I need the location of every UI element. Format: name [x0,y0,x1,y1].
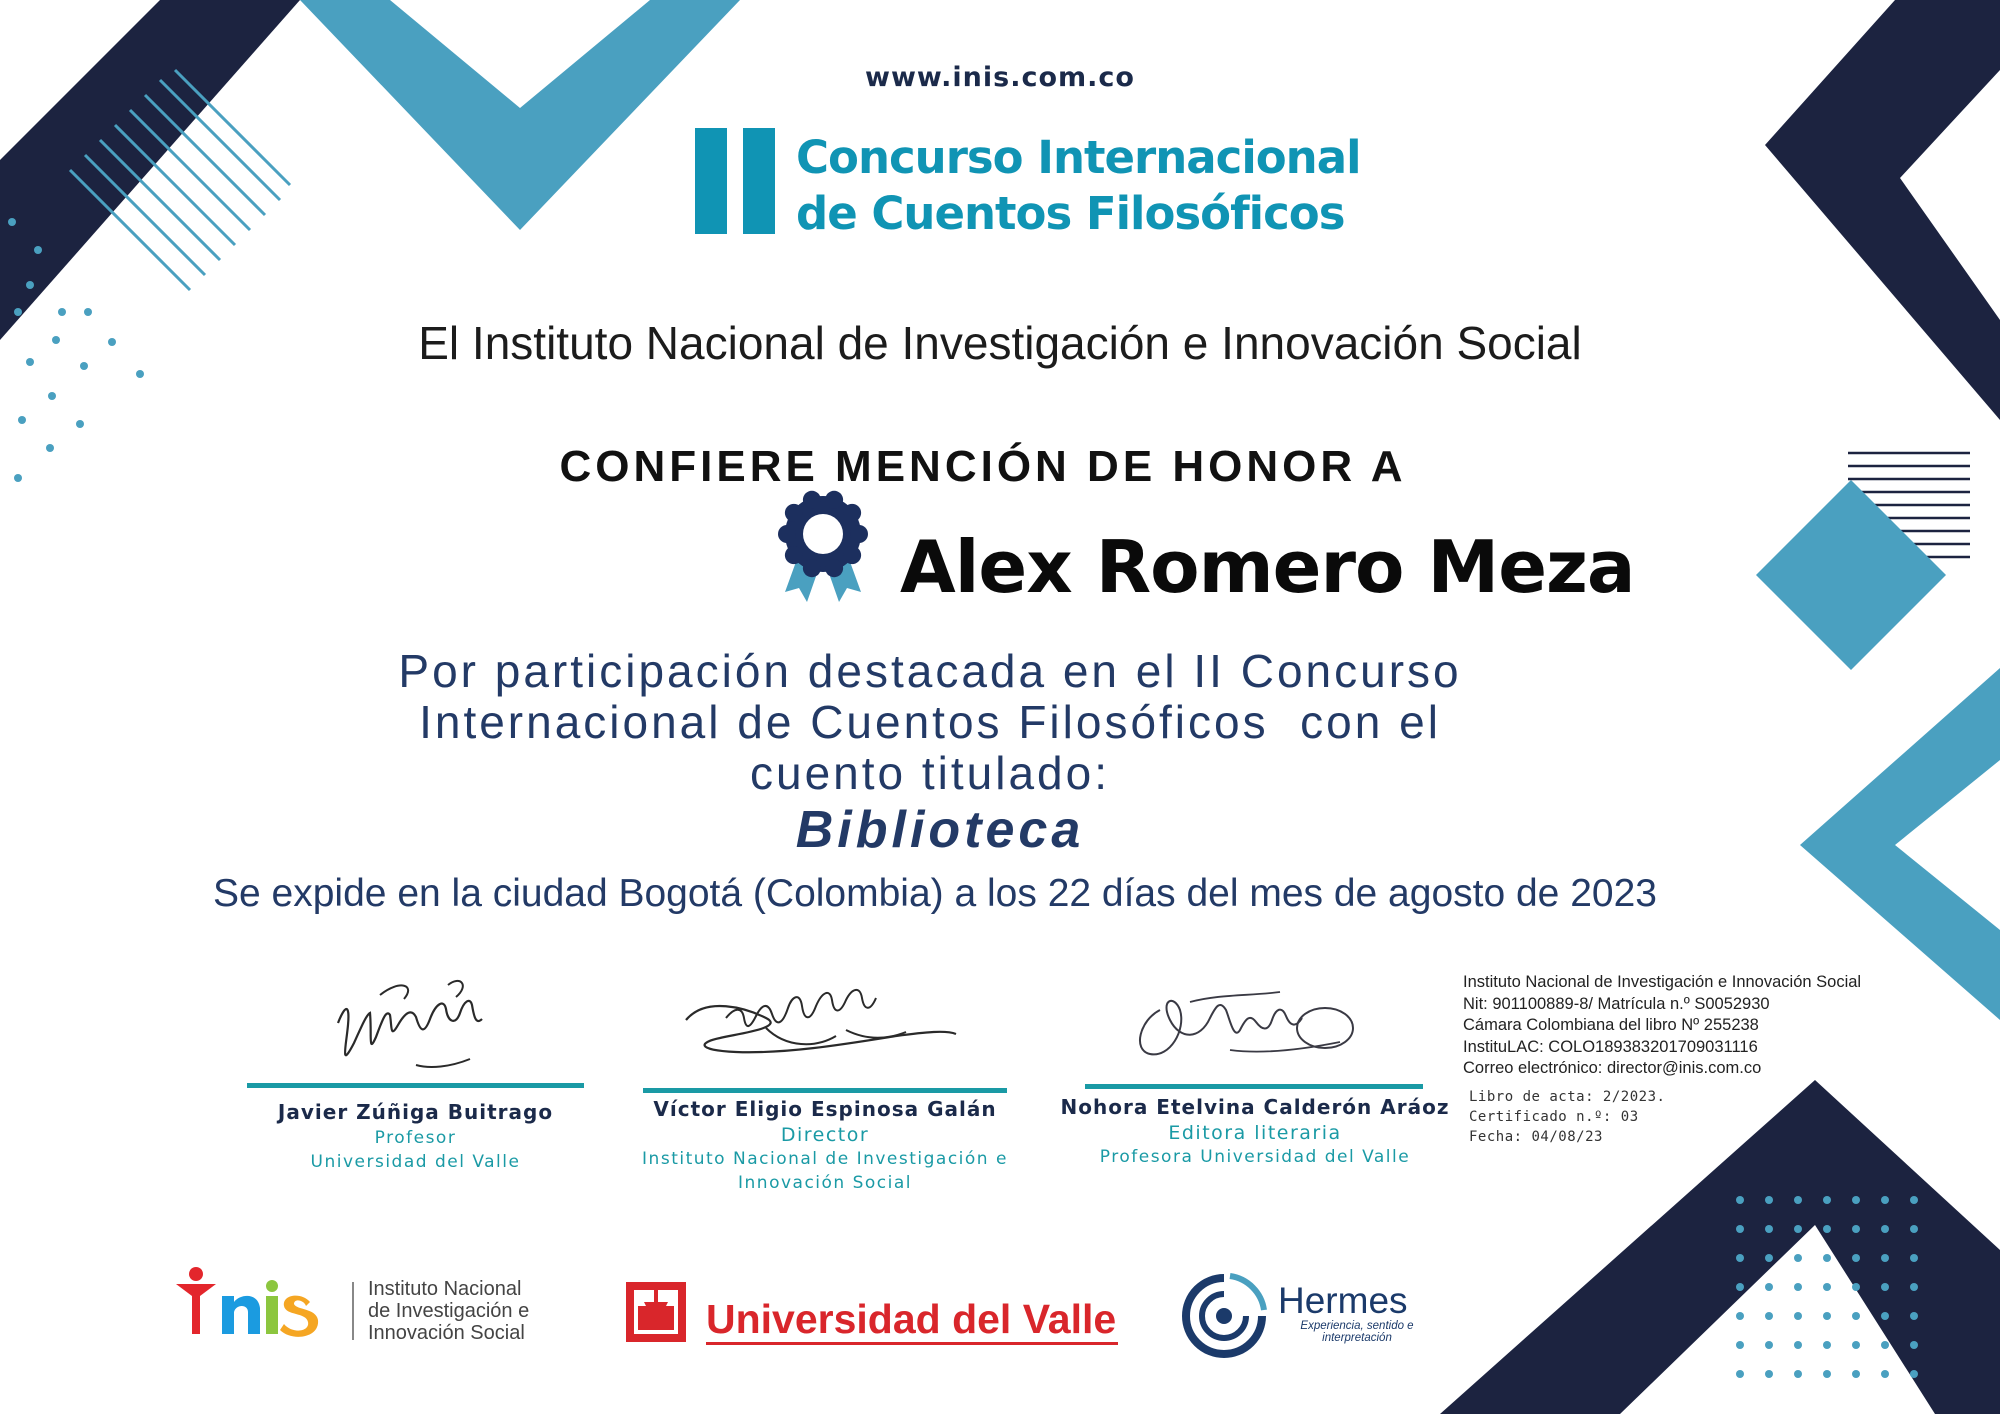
book-line-2: Certificado n.º: 03 [1469,1109,1639,1125]
deco-dot [1910,1196,1918,1204]
deco-dot [1823,1196,1831,1204]
hermes-logo-icon [1180,1272,1268,1360]
registry-info [1463,972,1861,1080]
deco-dot [1765,1312,1773,1320]
award-reason [300,646,1560,799]
deco-dot [1794,1254,1802,1262]
inis-line-2: de Investigación e [368,1300,530,1322]
signatory-3-role: Editora literaria [1168,1122,1342,1144]
deco-dot [1765,1283,1773,1291]
seal-scallop [785,546,803,564]
deco-dot [1736,1283,1744,1291]
deco-dot [1765,1370,1773,1378]
signatory-1-role: Profesor [374,1128,457,1148]
deco-dot [1823,1225,1831,1233]
confers-heading: CONFIERE MENCIÓN DE HONOR A [559,442,1407,491]
reason-line-3: cuento titulado: [749,747,1110,799]
website-url: www.inis.com.co [865,62,1135,93]
hermes-tagline [1272,1320,1442,1344]
signatory-3-affiliation: Profesora Universidad del Valle [1099,1147,1411,1167]
issue-statement: Se expide en la ciudad Bogotá (Colombia) a los 22 días del mes de agosto de 2023 [213,872,1657,915]
seal-scallop [803,559,821,577]
deco-dot [1881,1341,1889,1349]
deco-dot [1852,1312,1860,1320]
deco-dot [1852,1254,1860,1262]
signatory-2-role: Director [780,1124,870,1146]
signature-line-2 [643,1088,1007,1093]
deco-dot [1910,1370,1918,1378]
deco-dot [1823,1254,1831,1262]
deco-dot [1823,1312,1831,1320]
signatory-3 [1055,1095,1455,1169]
deco-dot [1794,1283,1802,1291]
deco-dot [1823,1341,1831,1349]
deco-dot [1852,1283,1860,1291]
registry-line-1: Instituto Nacional de Investigación e Innovación Social [1463,973,1862,991]
univalle-name: Universidad del Valle [706,1296,1117,1342]
recipient-name: Alex Romero Meza [900,525,1635,609]
seal-scallop [778,525,796,543]
contest-title-line1: Concurso Internacional [796,131,1361,184]
seal-scallop [843,504,861,522]
signature-nohora [1130,980,1360,1080]
signature-victor [676,978,976,1078]
signatory-1 [247,1100,584,1174]
deco-dot [1852,1341,1860,1349]
deco-dot [1910,1254,1918,1262]
deco-dot [1794,1370,1802,1378]
registry-line-5: Correo electrónico: director@inis.com.co [1463,1059,1762,1077]
signatory-3-name: Nohora Etelvina Calderón Aráoz [1060,1095,1450,1119]
contest-title-line2: de Cuentos Filosóficos [796,187,1345,240]
seal-scallop [825,559,843,577]
deco-dot [1794,1341,1802,1349]
deco-dot [1765,1341,1773,1349]
deco-dot [1794,1196,1802,1204]
deco-dot [1881,1370,1889,1378]
deco-navy-band-topleft [0,0,300,340]
deco-dot [1823,1283,1831,1291]
deco-dot [1736,1196,1744,1204]
reason-line-2: Internacional de Cuentos Filosóficos con el [419,696,1441,748]
deco-teal-diamond [1756,480,1946,670]
deco-dot [1881,1254,1889,1262]
hermes-name: Hermes [1278,1280,1408,1321]
deco-dot [1823,1370,1831,1378]
deco-dot [1852,1370,1860,1378]
signatory-1-name: Javier Zúñiga Buitrago [277,1100,554,1124]
reason-line-1: Por participación destacada en el II Concurso [398,645,1462,697]
signatory-2-affiliation-2: Innovación Social [738,1173,912,1193]
book-line-1: Libro de acta: 2/2023. [1469,1089,1666,1105]
deco-dot [1910,1312,1918,1320]
deco-dot [1852,1225,1860,1233]
story-title: Biblioteca [795,801,1085,859]
signature-javier [320,975,500,1085]
hermes-tagline-1: Experiencia, sentido e [1300,1320,1414,1332]
deco-dot [1736,1225,1744,1233]
signature-line-3 [1085,1084,1423,1089]
seal-scallop [850,525,868,543]
inis-line-1: Instituto Nacional [368,1278,522,1300]
univalle-emblem-icon [626,1282,686,1342]
inis-line-3: Innovación Social [368,1322,525,1344]
deco-dot [1881,1196,1889,1204]
registry-line-2: Nit: 901100889-8/ Matrícula n.º S0052930 [1463,994,1770,1013]
deco-dot [1852,1196,1860,1204]
deco-dot [1910,1225,1918,1233]
registry-line-4: InstituLAC: COLO189383201709031116 [1463,1037,1758,1056]
inis-divider [352,1282,354,1340]
deco-dot [1736,1341,1744,1349]
inis-logo [170,1262,350,1342]
univalle-underline [706,1342,1118,1345]
deco-dot [1736,1254,1744,1262]
deco-dot [1910,1341,1918,1349]
hermes-tagline-2: interpretación [1322,1332,1392,1344]
issuing-institute: El Instituto Nacional de Investigación e Innovación Social [418,317,1582,369]
deco-dot [1794,1312,1802,1320]
deco-dot [1910,1283,1918,1291]
roman-numeral-two-logo [695,128,775,234]
deco-dot [1736,1312,1744,1320]
deco-dot [1881,1283,1889,1291]
registry-line-3: Cámara Colombiana del libro Nº 255238 [1463,1016,1759,1034]
deco-dot [1881,1312,1889,1320]
deco-dot [1765,1254,1773,1262]
book-line-3: Fecha: 04/08/23 [1469,1129,1603,1145]
award-ribbon-icon [775,488,871,614]
signature-line-1 [247,1083,584,1088]
signatory-2 [625,1097,1025,1195]
inis-logo-text [368,1278,529,1344]
book-record [1469,1087,1665,1147]
deco-dot [1881,1225,1889,1233]
signatory-2-name: Víctor Eligio Espinosa Galán [653,1097,997,1121]
seal-scallop [785,504,803,522]
deco-teal-chevron-top [300,0,740,230]
seal-scallop [825,491,843,509]
deco-dot [1765,1196,1773,1204]
seal-scallop [803,491,821,509]
deco-dot [1765,1225,1773,1233]
signatory-1-affiliation: Universidad del Valle [310,1152,521,1172]
deco-dot [1794,1225,1802,1233]
seal-scallop [843,546,861,564]
contest-title [796,130,1361,242]
signatory-2-affiliation-1: Instituto Nacional de Investigación e [642,1149,1008,1169]
deco-dot [1736,1370,1744,1378]
